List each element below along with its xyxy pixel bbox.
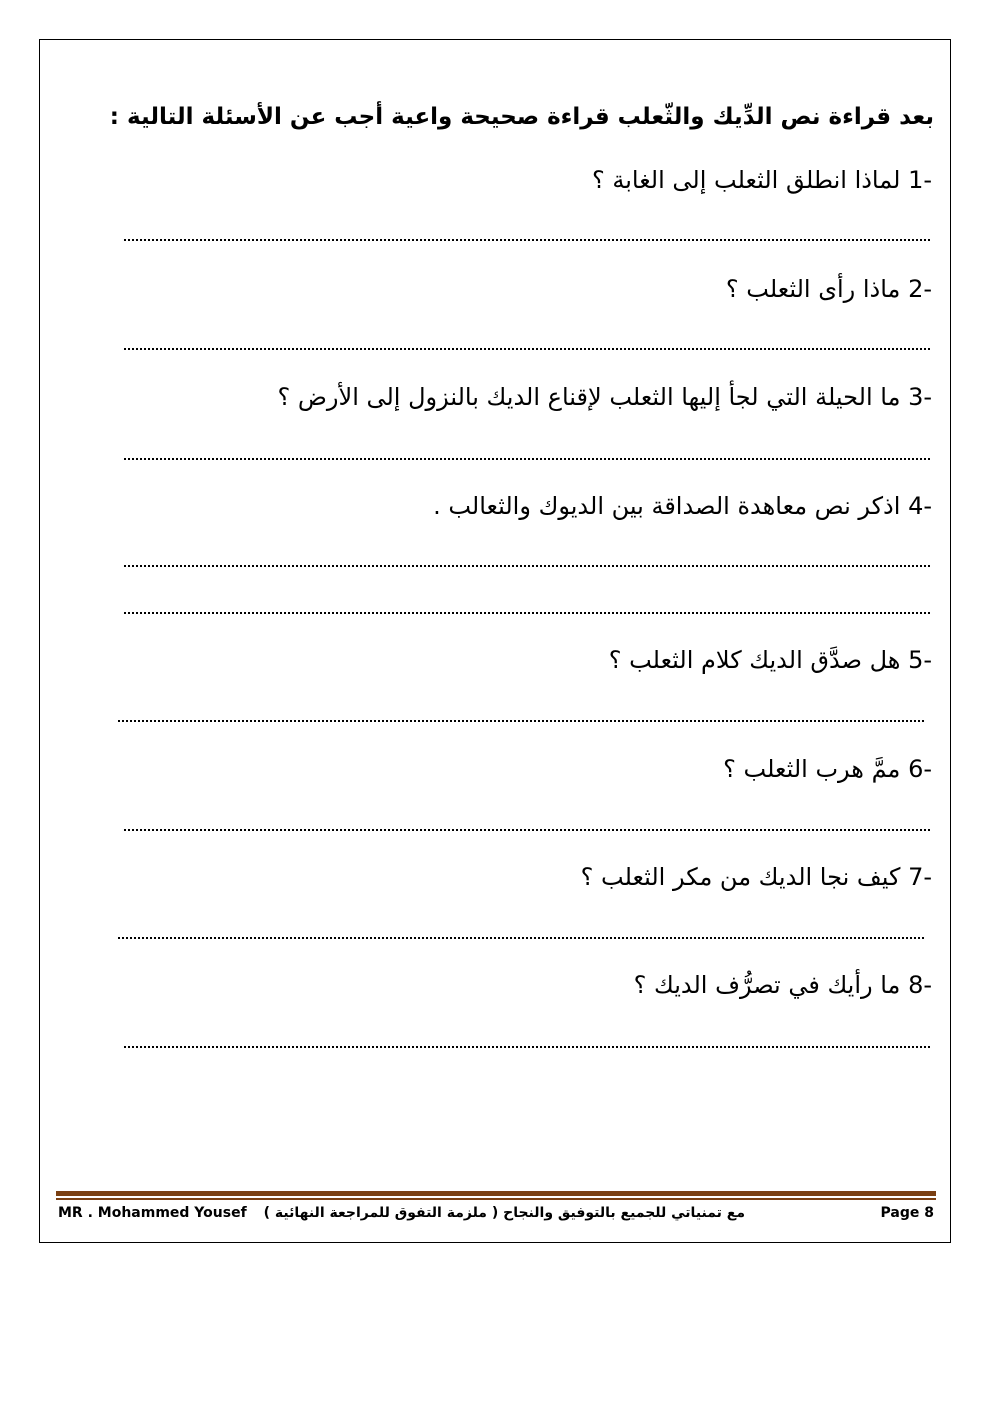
question-5: [609, 646, 932, 674]
question-text: لماذا انطلق الثعلب إلى الغابة ؟: [591, 166, 901, 194]
footer-author: MR . Mohammed Yousef: [58, 1205, 247, 1221]
question-1: [592, 166, 932, 194]
footer-rule-thick: [56, 1191, 936, 1196]
question-number: 8-: [908, 971, 932, 999]
question-3: [278, 383, 932, 411]
answer-line[interactable]: [118, 720, 924, 722]
question-2: [726, 275, 932, 303]
question-text: هل صدَّق الديك كلام الثعلب ؟: [608, 646, 901, 674]
question-text: كيف نجا الديك من مكر الثعلب ؟: [580, 863, 901, 891]
answer-line[interactable]: [124, 829, 930, 831]
question-text: اذكر نص معاهدة الصداقة بين الديوك والثعالب .: [433, 492, 901, 520]
question-number: 6-: [908, 755, 932, 783]
question-text: ماذا رأى الثعلب ؟: [725, 275, 901, 303]
page-border: [39, 39, 951, 1243]
answer-line[interactable]: [124, 1046, 930, 1048]
question-text: ممَّ هرب الثعلب ؟: [723, 755, 901, 783]
answer-line[interactable]: [118, 937, 924, 939]
question-text: ما رأيك في تصرُّف الديك ؟: [633, 971, 901, 999]
answer-line[interactable]: [124, 565, 930, 567]
question-number: 3-: [908, 383, 932, 411]
question-number: 5-: [908, 646, 932, 674]
question-number: 7-: [908, 863, 932, 891]
question-text: ما الحيلة التي لجأ إليها الثعلب لإقناع الديك بالنزول إلى الأرض ؟: [277, 383, 901, 411]
question-number: 4-: [908, 492, 932, 520]
footer-message: مع تمنياتي للجميع بالتوفيق والنجاح ( ملزمة التفوق للمراجعة النهائية ): [263, 1205, 745, 1221]
answer-line[interactable]: [124, 458, 930, 460]
answer-line[interactable]: [124, 612, 930, 614]
question-8: [634, 971, 932, 999]
question-4: [433, 492, 932, 520]
question-7: [581, 863, 932, 891]
question-number: 2-: [908, 275, 932, 303]
footer-rule-thin: [56, 1198, 936, 1200]
answer-line[interactable]: [124, 348, 930, 350]
question-number: 1-: [908, 166, 932, 194]
footer-page-number: Page 8: [880, 1205, 934, 1221]
answer-line[interactable]: [124, 239, 930, 241]
instruction-heading: بعد قراءة نص الدِّيك والثّعلب قراءة صحيحة واعية أجب عن الأسئلة التالية :: [109, 104, 934, 130]
question-6: [723, 755, 932, 783]
